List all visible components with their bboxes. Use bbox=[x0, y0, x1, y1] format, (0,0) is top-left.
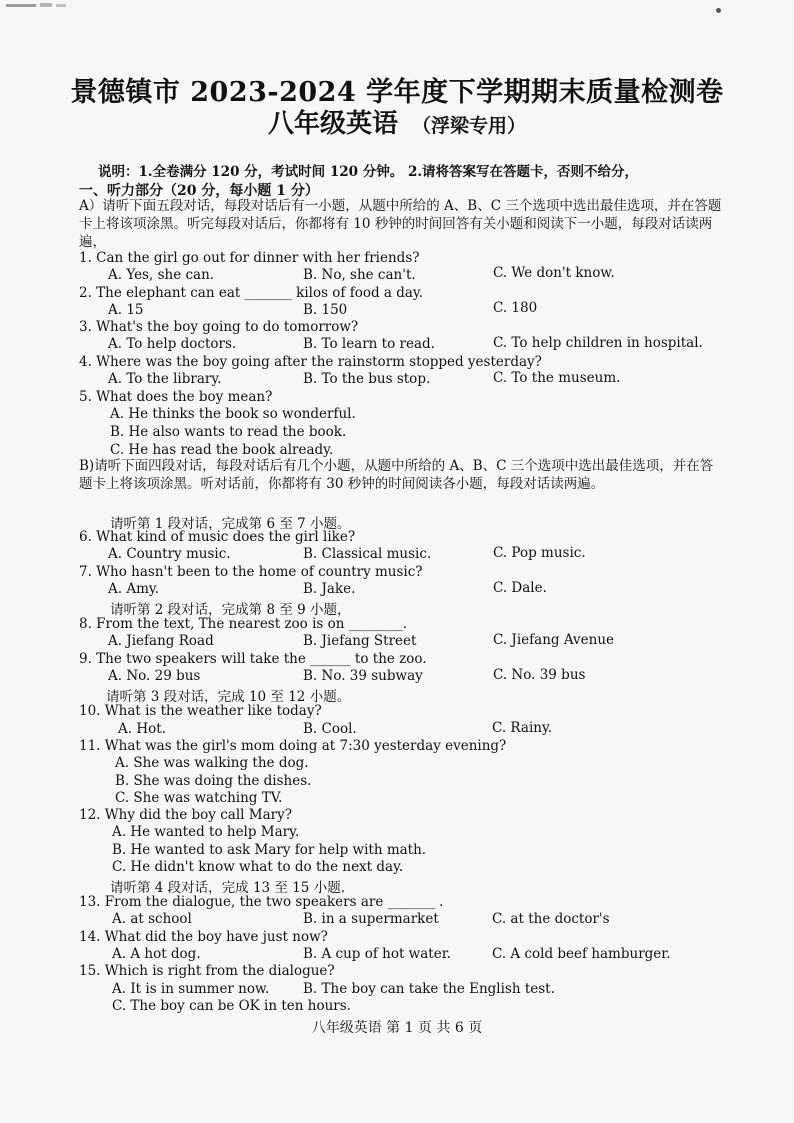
question-text: 11. What was the girl's mom doing at 7:30 yesterday evening? bbox=[79, 738, 507, 754]
option-a: A. He wanted to help Mary. bbox=[112, 824, 300, 840]
option-b: B. Jiefang Street bbox=[303, 633, 417, 649]
option-c: C. He didn't know what to do the next day. bbox=[112, 859, 404, 875]
question-text: 6. What kind of music does the girl like? bbox=[79, 529, 356, 545]
option-a: A. at school bbox=[112, 911, 192, 927]
scan-dot-icon bbox=[716, 8, 721, 13]
exam-title: 景德镇市 2023-2024 学年度下学期期末质量检测卷 bbox=[70, 77, 724, 108]
option-c: C. The boy can be OK in ten hours. bbox=[112, 998, 351, 1014]
option-b: B. He wanted to ask Mary for help with math. bbox=[112, 842, 427, 858]
question-text: 2. The elephant can eat _______ kilos of food a day. bbox=[79, 285, 424, 301]
question-text: 12. Why did the boy call Mary? bbox=[79, 807, 292, 823]
option-b: B. 150 bbox=[303, 302, 348, 318]
option-c: C. No. 39 bus bbox=[493, 667, 586, 683]
option-c: C. Pop music. bbox=[493, 545, 586, 561]
option-c: C. To help children in hospital. bbox=[493, 335, 703, 351]
option-c: C. He has read the book already. bbox=[110, 442, 334, 458]
question-text: 7. Who hasn't been to the home of country music? bbox=[79, 564, 423, 580]
scan-artifact-icon bbox=[6, 2, 68, 9]
question-text: 8. From the text, The nearest zoo is on ________. bbox=[79, 616, 408, 632]
option-a: A. It is in summer now. bbox=[112, 981, 270, 997]
option-c: C. 180 bbox=[493, 300, 538, 316]
page-footer: 八年级英语 第 1 页 共 6 页 bbox=[311, 1020, 483, 1036]
edition-label: （浮梁专用） bbox=[412, 115, 527, 137]
option-b: B. He also wants to read the book. bbox=[110, 424, 347, 440]
option-b: B. The boy can take the English test. bbox=[303, 981, 555, 997]
dialog-3-instruction: 请听第 3 段对话，完成 10 至 12 小题。 bbox=[106, 689, 351, 705]
option-a: A. To the library. bbox=[108, 371, 222, 387]
question-text: 4. Where was the boy going after the rainstorm stopped yesterday? bbox=[79, 354, 542, 370]
option-b: B. To the bus stop. bbox=[303, 371, 431, 387]
option-c: C. Rainy. bbox=[492, 720, 553, 736]
question-text: 10. What is the weather like today? bbox=[79, 703, 322, 719]
option-b: B. in a supermarket bbox=[303, 911, 439, 927]
option-a: A. She was walking the dog. bbox=[115, 755, 309, 771]
option-b: B. No, she can't. bbox=[303, 267, 416, 283]
option-a: A. Jiefang Road bbox=[108, 633, 214, 649]
question-text: 1. Can the girl go out for dinner with her friends? bbox=[79, 250, 420, 266]
section-title-listening: 一、听力部分（20 分，每小题 1 分） bbox=[79, 183, 319, 199]
option-b: B. She was doing the dishes. bbox=[115, 773, 312, 789]
option-c: C. Jiefang Avenue bbox=[493, 632, 615, 648]
option-a: A. He thinks the book so wonderful. bbox=[110, 406, 356, 422]
question-text: 13. From the dialogue, the two speakers are _______ . bbox=[79, 894, 444, 910]
option-c: C. at the doctor's bbox=[492, 911, 610, 927]
dialog-4-instruction: 请听第 4 段对话，完成 13 至 15 小题. bbox=[110, 880, 345, 896]
option-a: A. Yes, she can. bbox=[108, 267, 215, 283]
option-c: C. A cold beef hamburger. bbox=[492, 946, 671, 962]
dialog-2-instruction: 请听第 2 段对话，完成第 8 至 9 小题， bbox=[110, 602, 351, 618]
question-text: 5. What does the boy mean? bbox=[79, 389, 273, 405]
question-text: 15. Which is right from the dialogue? bbox=[79, 963, 335, 979]
option-c: C. Dale. bbox=[493, 580, 547, 596]
option-c: C. We don't know. bbox=[493, 265, 615, 281]
option-a: A. Hot. bbox=[118, 721, 166, 737]
option-c: C. She was watching TV. bbox=[115, 790, 283, 806]
option-b: B. No. 39 subway bbox=[303, 668, 423, 684]
exam-subtitle bbox=[0, 103, 794, 140]
question-text: 9. The two speakers will take the ______ to the zoo. bbox=[79, 651, 427, 667]
question-text: 3. What's the boy going to do tomorrow? bbox=[79, 319, 359, 335]
option-c: C. To the museum. bbox=[493, 370, 621, 386]
option-a: A. 15 bbox=[108, 302, 144, 318]
option-a: A. No. 29 bus bbox=[108, 668, 201, 684]
option-a: A. Country music. bbox=[108, 546, 231, 562]
exam-notice: 说明：1.全卷满分 120 分，考试时间 120 分钟。 2.请将答案写在答题卡，否则不给分， bbox=[98, 164, 639, 180]
question-text: 14. What did the boy have just now? bbox=[79, 929, 328, 945]
dialog-1-instruction: 请听第 1 段对话，完成第 6 至 7 小题。 bbox=[110, 516, 351, 532]
option-b: B. Cool. bbox=[303, 721, 357, 737]
part-a-instructions: A）请听下面五段对话，每段对话后有一小题，从题中所给的 A、B、C 三个选项中选出最佳选项，并在答题卡上将该项涂黑。听完每段对话后，你都将有 10 秒钟的时间回答有关小题和阅读下一小题，每段对话读两遍， bbox=[79, 198, 722, 250]
subject-label: 八年级英语 bbox=[267, 109, 398, 139]
option-a: A. Amy. bbox=[108, 581, 160, 597]
option-b: B. Jake. bbox=[303, 581, 356, 597]
part-b-instructions: B)请听下面四段对话，每段对话后有几个小题，从题中所给的 A、B、C 三个选项中选出最佳选项，并在答题卡上将该项涂黑。听对话前，你都将有 30 秒钟的时间阅读各小题，每段对话读两遍。 bbox=[79, 458, 714, 492]
option-a: A. To help doctors. bbox=[108, 336, 237, 352]
option-b: B. Classical music. bbox=[303, 546, 432, 562]
option-a: A. A hot dog. bbox=[112, 946, 201, 962]
option-b: B. A cup of hot water. bbox=[303, 946, 451, 962]
option-b: B. To learn to read. bbox=[303, 336, 435, 352]
